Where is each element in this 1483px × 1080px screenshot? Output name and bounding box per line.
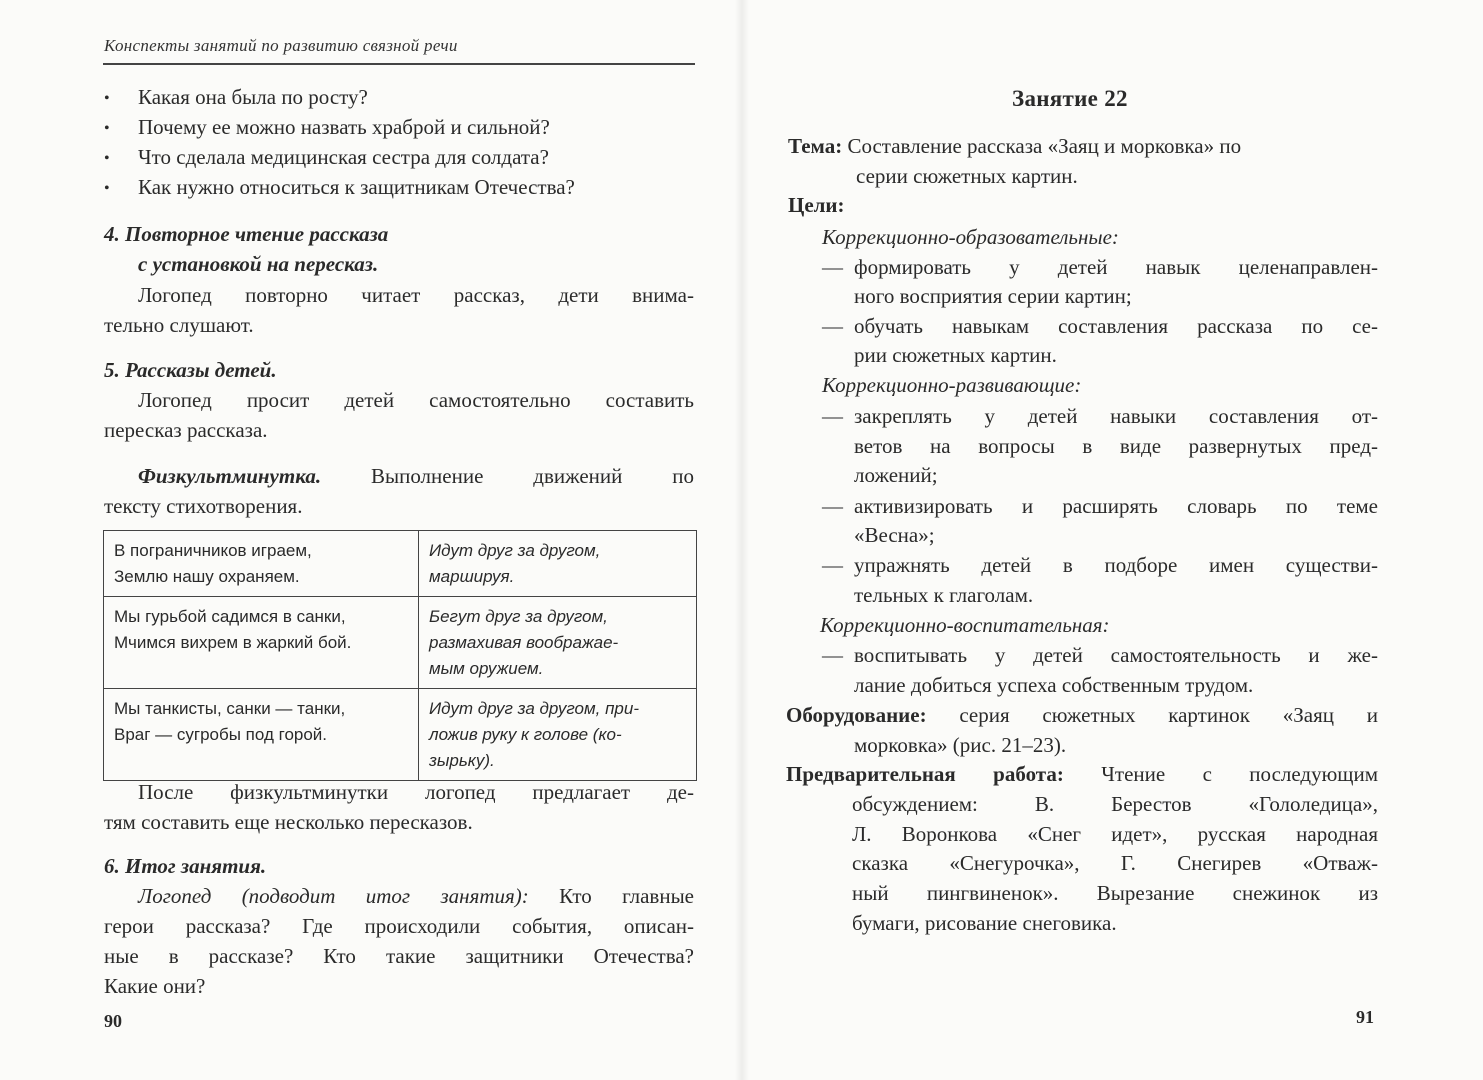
goal-2-1-end: ложений; [854, 463, 938, 487]
after-text: После физкультминутки логопед предлагает де- [138, 780, 694, 804]
prep-text-4: сказка «Снегурочка», Г. Снегирев «Отваж- [852, 851, 1378, 875]
table-row [104, 531, 697, 597]
section-6-speaker: Логопед (подводит итог занятия): [138, 884, 529, 908]
phys-label: Физкультминутка. [138, 464, 322, 488]
dash-icon: — [822, 643, 843, 667]
section-6-text [138, 881, 694, 911]
table-row [104, 689, 697, 781]
goal-3-1: воспитывать у детей самостоятельность и же- [854, 643, 1378, 667]
goal-1-1: формировать у детей навык целенаправлен- [854, 255, 1378, 279]
verse-cell [104, 531, 419, 597]
section-6-text-4: Какие они? [104, 974, 206, 998]
goal-2-3: упражнять детей в подборе имен существи- [854, 553, 1378, 577]
dash-icon: — [822, 314, 843, 338]
section-5-heading: 5. Рассказы детей. [104, 358, 277, 382]
section-6-text-2: герои рассказа? Где происходили события, описан- [104, 914, 694, 938]
goal-2-2: активизировать и расширять словарь по теме [854, 494, 1378, 518]
dash-icon: — [822, 255, 843, 279]
prep-text-2: обсуждением: В. Берестов «Гололедица», [852, 792, 1378, 816]
section-4-heading-cont: с установкой на пересказ. [138, 252, 379, 276]
bullet-icon: • [104, 90, 110, 107]
section-5-text: Логопед просит детей самостоятельно составить [138, 388, 694, 412]
prep-text: Чтение с последующим [1063, 762, 1378, 786]
question-1: Какая она была по росту? [138, 85, 368, 109]
running-head: Конспекты занятий по развитию связной речи [104, 36, 458, 55]
dash-icon: — [822, 404, 843, 428]
section-6-text-3: ные в рассказе? Кто такие защитники Отечества? [104, 944, 694, 968]
topic-text-cont: серии сюжетных картин. [856, 164, 1078, 188]
verse-cell [104, 689, 419, 781]
action-line: ложив руку к голове (ко- [429, 725, 622, 744]
action-cell [419, 689, 697, 781]
prep-text-5: ный пингвиненок». Вырезание снежинок из [852, 881, 1378, 905]
dash-icon: — [822, 494, 843, 518]
action-line: маршируя. [429, 567, 515, 586]
prep-label: Предварительная работа: [786, 762, 1064, 786]
equipment-label: Оборудование: [786, 703, 927, 727]
dash-icon: — [822, 553, 843, 577]
goal-3-1-cont: лание добиться успеха собственным трудом. [854, 673, 1254, 697]
goal-1-1-cont: ного восприятия серии картин; [854, 284, 1132, 308]
verse-line: Землю нашу охраняем. [114, 567, 300, 586]
topic-label: Тема: [788, 134, 843, 158]
goals-sub-1: Коррекционно-образовательные: [822, 225, 1119, 249]
topic-line [788, 131, 1241, 161]
verse-line: В пограничников играем, [114, 541, 312, 560]
question-4: Как нужно относиться к защитникам Отечества? [138, 175, 575, 199]
section-4-heading: 4. Повторное чтение рассказа [104, 222, 389, 246]
page-number-left: 90 [104, 1011, 122, 1031]
goals-sub-2: Коррекционно-развивающие: [822, 373, 1082, 397]
action-line: размахивая воображае- [429, 633, 619, 652]
section-6-text-part: Кто главные [528, 884, 695, 908]
goal-2-1: закреплять у детей навыки составления от- [854, 404, 1378, 428]
goals-label: Цели: [788, 193, 845, 217]
page-number-right: 91 [1356, 1007, 1374, 1027]
action-cell [419, 597, 697, 689]
goal-1-2-cont: рии сюжетных картин. [854, 343, 1057, 367]
bullet-icon: • [104, 180, 110, 197]
prep-text-6: бумаги, рисование снеговика. [852, 911, 1117, 935]
goal-2-3-cont: тельных к глаголам. [854, 583, 1034, 607]
phys-paragraph [138, 461, 694, 491]
table-row [104, 597, 697, 689]
phys-text-cont: тексту стихотворения. [104, 494, 303, 518]
topic-text: Составление рассказа «Заяц и морковка» по [847, 134, 1242, 158]
question-2: Почему ее можно назвать храброй и сильной? [138, 115, 550, 139]
action-line: Идут друг за другом, [429, 541, 601, 560]
action-line: Идут друг за другом, при- [429, 699, 639, 718]
action-line: зырьку). [429, 751, 495, 770]
goal-2-2-cont: «Весна»; [854, 523, 935, 547]
prep-text-3: Л. Воронкова «Снег идет», русская народная [852, 822, 1378, 846]
section-6-heading: 6. Итог занятия. [104, 854, 267, 878]
section-5-text-cont: пересказ рассказа. [104, 418, 268, 442]
question-3: Что сделала медицинская сестра для солдата? [138, 145, 549, 169]
lesson-title: Занятие 22 [1012, 86, 1128, 111]
goal-2-1-cont: ветов на вопросы в виде развернутых пред- [854, 434, 1378, 458]
header-rule [103, 63, 695, 65]
after-text-cont: тям составить еще несколько пересказов. [104, 810, 473, 834]
prep-line [786, 759, 1378, 789]
verse-line: Враг — сугробы под горой. [114, 725, 328, 744]
right-page [742, 0, 1483, 1080]
goals-sub-3: Коррекционно-воспитательная: [820, 613, 1110, 637]
action-line: Бегут друг за другом, [429, 607, 608, 626]
section-4-text: Логопед повторно читает рассказ, дети внима- [138, 283, 694, 307]
section-4-text-cont: тельно слушают. [104, 313, 254, 337]
verse-line: Мчимся вихрем в жаркий бой. [114, 633, 352, 652]
phys-text: Выполнение движений по [321, 464, 694, 488]
goal-1-2: обучать навыкам составления рассказа по се- [854, 314, 1378, 338]
bullet-icon: • [104, 120, 110, 137]
verse-line: Мы гурьбой садимся в санки, [114, 607, 346, 626]
verse-cell [104, 597, 419, 689]
action-line: мым оружием. [429, 659, 544, 678]
equipment-line [786, 700, 1378, 730]
verse-line: Мы танкисты, санки — танки, [114, 699, 346, 718]
bullet-icon: • [104, 150, 110, 167]
equipment-text: серия сюжетных картинок «Заяц и [926, 703, 1378, 727]
equipment-text-cont: морковка» (рис. 21–23). [854, 733, 1067, 757]
action-cell [419, 531, 697, 597]
poem-table [103, 530, 697, 781]
